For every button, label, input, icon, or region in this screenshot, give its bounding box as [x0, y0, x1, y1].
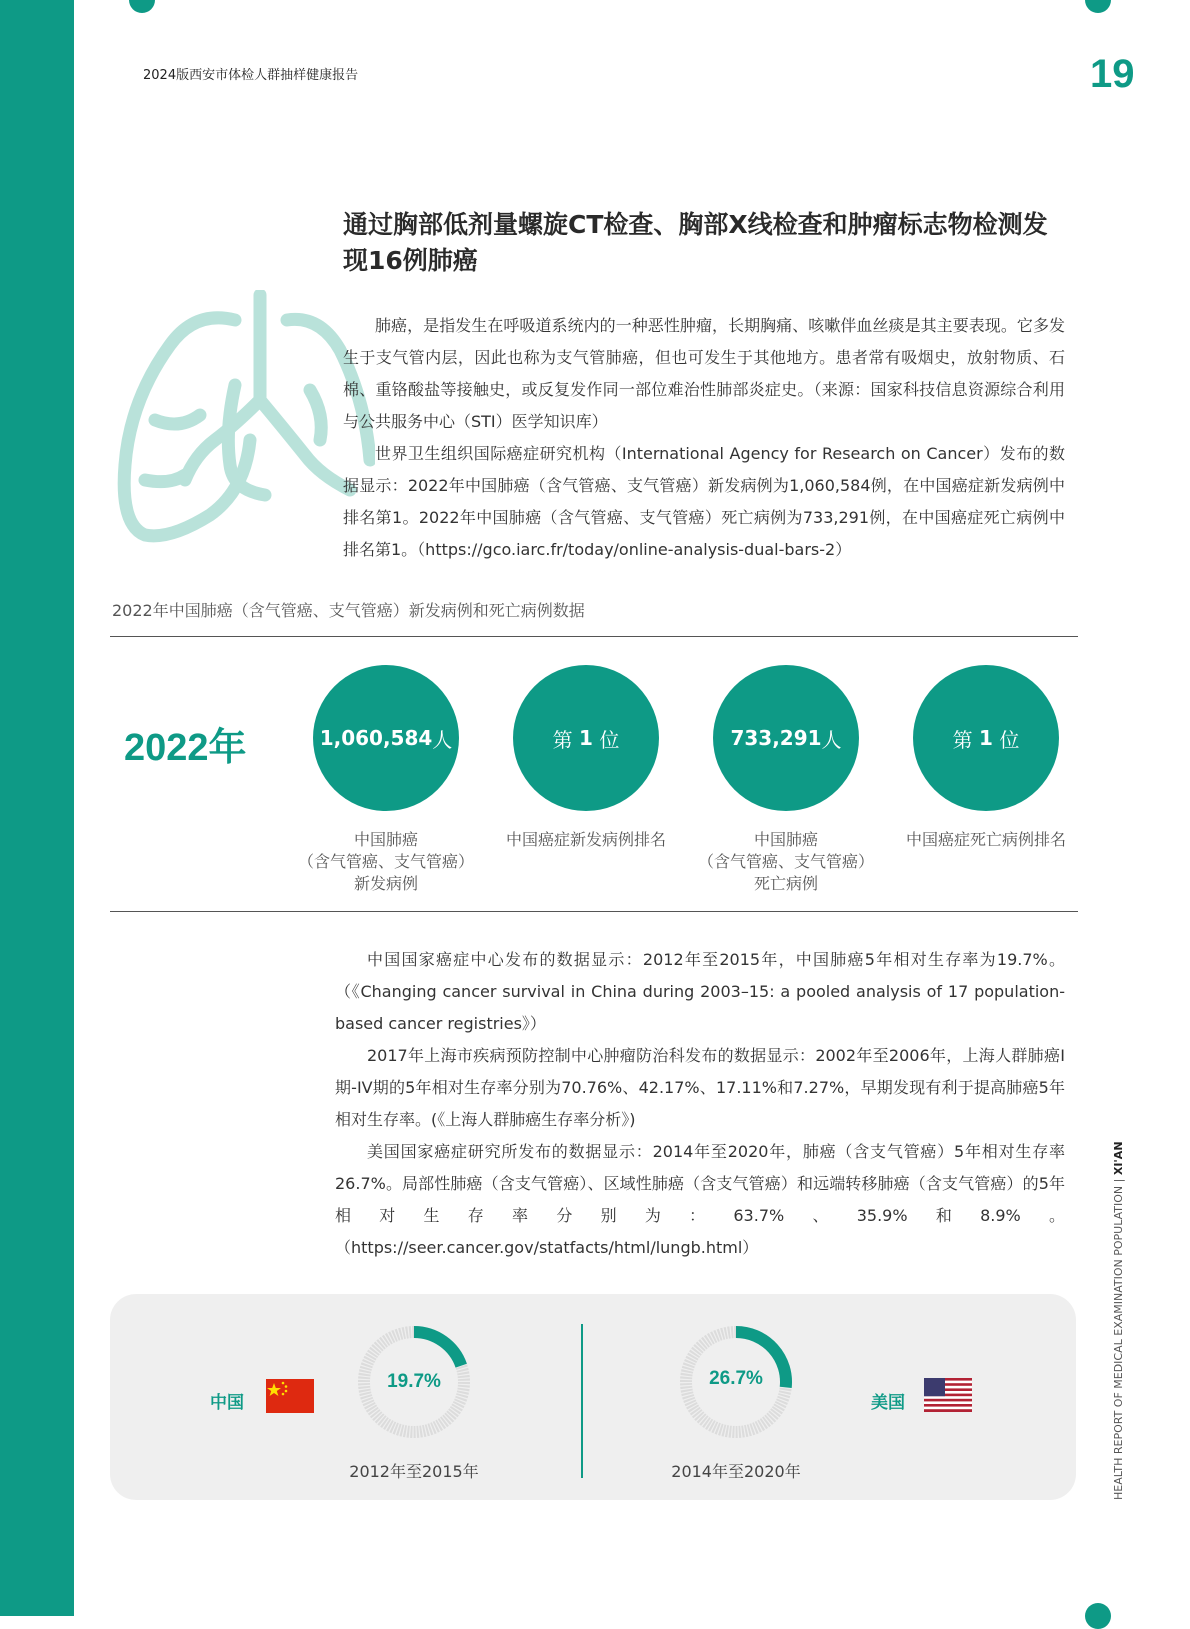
stat-label — [486, 829, 686, 851]
panel-divider — [581, 1324, 583, 1478]
usa-survival-rate: 26.7% — [709, 1368, 763, 1389]
survival-text — [335, 944, 1065, 1264]
stat-label-line: 中国癌症新发病例排名 — [505, 830, 666, 849]
stats-year: 2022年 — [124, 727, 247, 769]
country-label-usa: 美国 — [871, 1393, 905, 1413]
decorative-dot — [1085, 1603, 1111, 1629]
stat-label-line: 死亡病例 — [753, 874, 818, 893]
stat-value: 1 — [579, 726, 593, 750]
lung-illustration-icon — [115, 290, 375, 570]
divider-line — [110, 911, 1078, 912]
stat-prefix: 第 — [952, 727, 973, 752]
stat-deaths-rank — [886, 665, 1086, 851]
stat-circle — [513, 665, 659, 811]
survival-paragraph: 中国国家癌症中心发布的数据显示：2012年至2015年，中国肺癌5年相对生存率为19.7%。（《Changing cancer survival in China during 2003–15: a pooled analysis of 17 population-based cancer registries》） — [335, 950, 1065, 1033]
left-sidebar-band — [0, 0, 74, 1616]
china-survival-rate: 19.7% — [387, 1371, 441, 1392]
side-banner-separator: | — [1112, 1178, 1125, 1183]
intro-paragraph: 肺癌，是指发生在呼吸道系统内的一种恶性肿瘤，长期胸痛、咳嗽伴血丝痰是其主要表现。它多发生于支气管内层，因此也称为支气管肺癌，但也可发生于其他地方。患者常有吸烟史，放射物质、石棉、重铬酸盐等接触史，或反复发作同一部位难治性肺部炎症史。（来源：国家科技信息资源综合利用与公共服务中心（STI）医学知识库） — [343, 316, 1065, 431]
stat-new-cases — [286, 665, 486, 895]
stat-label-line: 新发病例 — [353, 874, 418, 893]
stat-label-line: 中国癌症死亡病例排名 — [905, 830, 1066, 849]
china-flag-icon — [266, 1379, 314, 1413]
stat-label — [686, 829, 886, 895]
intro-text — [343, 310, 1065, 566]
stat-value: 1,060,584 — [319, 726, 433, 750]
stat-label — [286, 829, 486, 895]
stat-deaths — [686, 665, 886, 895]
intro-paragraph: 世界卫生组织国际癌症研究机构（International Agency for Research on Cancer）发布的数据显示：2022年中国肺癌（含气管癌、支气管癌）新发病例为1,060,584例，在中国癌症新发病例中排名第1。2022年中国肺癌（含气管癌、支气管癌）死亡病例为733,291例，在中国癌症死亡病例中排名第1。（https://gco.iarc.fr/today/online-analysis-dual-bars-2） — [343, 444, 1065, 559]
stat-label-line: （含气管癌、支气管癌） — [297, 852, 474, 871]
stat-label-line: （含气管癌、支气管癌） — [697, 852, 874, 871]
survival-paragraph: 美国国家癌症研究所发布的数据显示：2014年至2020年，肺癌（含支气管癌）5年相对生存率26.7%。局部性肺癌（含支气管癌）、区域性肺癌（含支气管癌）和远端转移肺癌（含支气管癌）的5年相对生存率分别为：63.7%、35.9%和8.9%。（https://seer.cancer.gov/statfacts/html/lungb.html） — [335, 1142, 1065, 1257]
stat-circle — [313, 665, 459, 811]
stat-suffix: 人 — [432, 727, 453, 752]
survival-arc — [414, 1332, 461, 1366]
usa-flag-icon — [924, 1378, 972, 1412]
main-title: 通过胸部低剂量螺旋CT检查、胸部X线检查和肿瘤标志物检测发现16例肺癌 — [343, 210, 1048, 275]
stat-suffix: 位 — [599, 727, 620, 752]
stat-suffix: 人 — [821, 727, 842, 752]
side-banner-text: HEALTH REPORT OF MEDICAL EXAMINATION POPULATION — [1112, 1185, 1125, 1500]
stat-prefix: 第 — [552, 727, 573, 752]
usa-period: 2014年至2020年 — [671, 1462, 801, 1481]
stat-label-line: 中国肺癌 — [353, 830, 418, 849]
decorative-dot — [1085, 0, 1111, 13]
stat-value: 1 — [979, 726, 993, 750]
stats-caption: 2022年中国肺癌（含气管癌、支气管癌）新发病例和死亡病例数据 — [112, 601, 585, 620]
stat-new-cases-rank — [486, 665, 686, 851]
side-banner-city: XI'AN — [1112, 1141, 1125, 1176]
report-title: 2024版西安市体检人群抽样健康报告 — [143, 68, 359, 83]
china-period: 2012年至2015年 — [349, 1462, 479, 1481]
divider-line — [110, 636, 1078, 637]
page-number: 19 — [1090, 52, 1135, 96]
survival-paragraph: 2017年上海市疾病预防控制中心肿瘤防治科发布的数据显示：2002年至2006年，上海人群肺癌I期-IV期的5年相对生存率分别为70.76%、42.17%、17.11%和7.27%，早期发现有利于提高肺癌5年相对生存率。(《上海人群肺癌生存率分析》) — [335, 1046, 1065, 1129]
stat-label-line: 中国肺癌 — [753, 830, 818, 849]
side-banner — [1112, 1141, 1125, 1500]
stat-label — [886, 829, 1086, 851]
country-label-china: 中国 — [210, 1393, 244, 1413]
stat-circle — [713, 665, 859, 811]
stat-value: 733,291 — [730, 726, 822, 750]
decorative-dot — [129, 0, 155, 13]
stat-suffix: 位 — [999, 727, 1020, 752]
stat-circle — [913, 665, 1059, 811]
